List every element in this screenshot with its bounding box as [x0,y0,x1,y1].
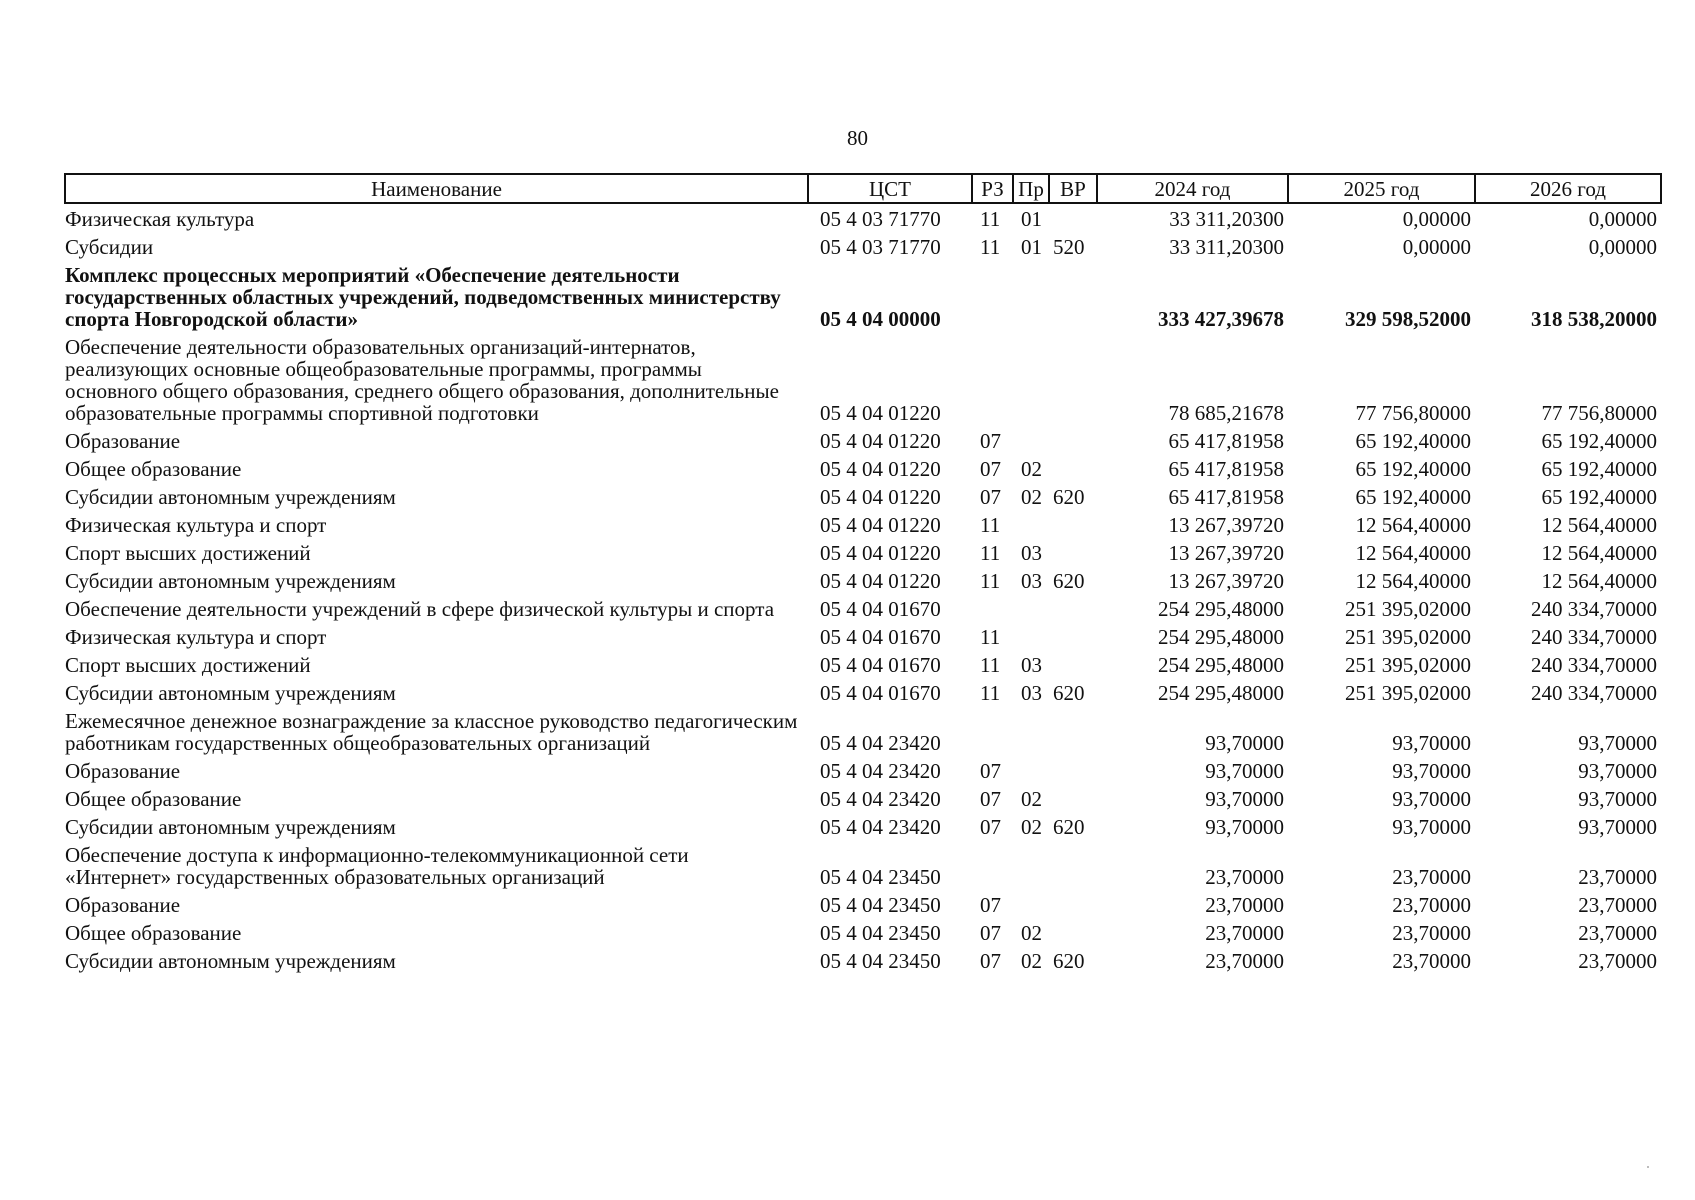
row-tsst: 05 4 04 23420 [820,787,941,811]
row-rz: 11 [980,569,1001,593]
row-name: Обеспечение деятельности учреждений в сфере физической культуры и спорта [65,597,775,621]
row-rz: 07 [980,759,1001,783]
row-2026: 23,70000 [1578,865,1657,889]
row-tsst: 05 4 04 01220 [820,457,941,481]
row-tsst: 05 4 04 23450 [820,949,941,973]
row-tsst: 05 4 04 23420 [820,731,941,755]
row-rz [972,260,1013,332]
row-pr: 02 [1021,485,1042,509]
row-tsst: 05 4 04 23450 [820,865,941,889]
row-2024: 13 267,39720 [1168,513,1284,537]
row-rz: 07 [980,921,1001,945]
row-name: Субсидии автономным учреждениям [65,569,396,593]
row-2025: 77 756,80000 [1355,401,1471,425]
row-pr [1013,706,1049,756]
row-name: Обеспечение деятельности образовательных организаций-интернатов, реализующих основные общеобразовательные программы, программы основного общего образования, среднего общего образования, дополнительные образовательные программы спортивной подготовки [65,335,779,425]
row-rz [972,594,1013,622]
row-2025: 12 564,40000 [1355,569,1471,593]
table-row [65,510,1661,538]
row-name: Обеспечение доступа к информационно-телекоммуникационной сети «Интернет» государственных образовательных организаций [65,843,689,889]
row-2024: 254 295,48000 [1158,597,1284,621]
budget-table [64,173,1662,974]
row-name: Образование [65,429,181,453]
row-vr: 620 [1053,485,1085,509]
table-row [65,538,1661,566]
row-name: Субсидии [65,235,154,259]
row-tsst: 05 4 04 01220 [820,485,941,509]
table-row [65,566,1661,594]
row-2025: 12 564,40000 [1355,541,1471,565]
table-row [65,840,1661,890]
row-name: Общее образование [65,457,242,481]
row-2026: 240 334,70000 [1531,597,1657,621]
row-vr [1049,622,1097,650]
row-2025: 93,70000 [1392,759,1471,783]
table-row [65,918,1661,946]
header-tsst: ЦСТ [808,174,972,203]
row-tsst: 05 4 04 01670 [820,625,941,649]
row-tsst: 05 4 04 01670 [820,653,941,677]
row-rz: 07 [980,787,1001,811]
row-name: Субсидии автономным учреждениям [65,681,396,705]
row-2026: 77 756,80000 [1541,401,1657,425]
row-vr [1049,918,1097,946]
header-rz: РЗ [972,174,1013,203]
table-row [65,784,1661,812]
row-pr [1013,260,1049,332]
row-2024: 254 295,48000 [1158,625,1284,649]
row-2026: 318 538,20000 [1531,307,1657,331]
row-2025: 251 395,02000 [1345,681,1471,705]
row-pr: 03 [1021,541,1042,565]
row-2024: 93,70000 [1205,731,1284,755]
row-vr [1049,454,1097,482]
row-2025: 65 192,40000 [1355,429,1471,453]
row-2025: 23,70000 [1392,865,1471,889]
row-2024: 254 295,48000 [1158,653,1284,677]
table-row [65,890,1661,918]
row-2025: 65 192,40000 [1355,457,1471,481]
row-2024: 333 427,39678 [1158,307,1284,331]
table-row [65,650,1661,678]
row-name: Спорт высших достижений [65,653,311,677]
table-row [65,426,1661,454]
row-vr [1049,203,1097,232]
row-vr [1049,426,1097,454]
row-2025: 329 598,52000 [1345,307,1471,331]
row-2024: 33 311,20300 [1169,207,1284,231]
row-rz: 11 [980,207,1001,231]
row-2024: 65 417,81958 [1168,485,1284,509]
row-vr [1049,510,1097,538]
row-rz: 07 [980,429,1001,453]
row-2024: 13 267,39720 [1168,569,1284,593]
row-pr [1013,594,1049,622]
row-pr: 02 [1021,457,1042,481]
row-name: Общее образование [65,921,242,945]
row-name: Образование [65,893,181,917]
row-2026: 240 334,70000 [1531,681,1657,705]
table-row [65,756,1661,784]
row-rz: 11 [980,513,1001,537]
row-2024: 23,70000 [1205,949,1284,973]
row-2026: 23,70000 [1578,949,1657,973]
row-tsst: 05 4 04 01220 [820,401,941,425]
row-tsst: 05 4 04 01670 [820,597,941,621]
row-tsst: 05 4 04 01670 [820,681,941,705]
row-tsst: 05 4 04 01220 [820,513,941,537]
row-vr [1049,890,1097,918]
row-tsst: 05 4 03 71770 [820,207,941,231]
row-2026: 240 334,70000 [1531,625,1657,649]
row-2025: 12 564,40000 [1355,513,1471,537]
row-vr [1049,840,1097,890]
row-2026: 93,70000 [1578,815,1657,839]
row-2024: 23,70000 [1205,865,1284,889]
row-pr [1013,426,1049,454]
row-2026: 23,70000 [1578,921,1657,945]
table-row [65,706,1661,756]
row-2024: 23,70000 [1205,893,1284,917]
row-pr: 02 [1021,815,1042,839]
row-vr: 620 [1053,815,1085,839]
row-vr [1049,538,1097,566]
row-rz: 07 [980,949,1001,973]
page-number: 80 [847,126,868,150]
row-2025: 0,00000 [1402,207,1471,231]
row-2024: 13 267,39720 [1168,541,1284,565]
row-2025: 0,00000 [1402,235,1471,259]
row-2024: 93,70000 [1205,759,1284,783]
row-tsst: 05 4 04 23420 [820,815,941,839]
row-pr [1013,622,1049,650]
row-pr [1013,756,1049,784]
row-rz [972,706,1013,756]
row-vr [1049,650,1097,678]
header-pr: Пр [1013,174,1049,203]
row-2024: 33 311,20300 [1169,235,1284,259]
row-tsst: 05 4 04 01220 [820,569,941,593]
row-pr [1013,890,1049,918]
row-2024: 65 417,81958 [1168,457,1284,481]
row-pr [1013,510,1049,538]
header-vr: ВР [1049,174,1097,203]
row-tsst: 05 4 03 71770 [820,235,941,259]
row-name: Физическая культура и спорт [65,513,327,537]
row-2026: 65 192,40000 [1541,457,1657,481]
row-vr: 620 [1053,949,1085,973]
row-2024: 65 417,81958 [1168,429,1284,453]
row-name: Спорт высших достижений [65,541,311,565]
row-rz: 11 [980,681,1001,705]
table-row [65,812,1661,840]
row-rz [972,332,1013,426]
row-rz: 11 [980,653,1001,677]
row-2026: 0,00000 [1588,235,1657,259]
row-rz [972,840,1013,890]
row-2025: 93,70000 [1392,731,1471,755]
row-rz: 11 [980,625,1001,649]
table-body [65,203,1661,974]
row-2026: 12 564,40000 [1541,513,1657,537]
row-2025: 23,70000 [1392,949,1471,973]
row-name: Образование [65,759,181,783]
row-tsst: 05 4 04 00000 [820,307,941,331]
row-rz: 07 [980,815,1001,839]
row-pr: 02 [1021,787,1042,811]
row-tsst: 05 4 04 01220 [820,541,941,565]
row-tsst: 05 4 04 23420 [820,759,941,783]
row-vr [1049,332,1097,426]
table-row [65,203,1661,232]
row-pr: 03 [1021,569,1042,593]
scan-speck [1647,1166,1649,1168]
row-vr [1049,706,1097,756]
row-2026: 240 334,70000 [1531,653,1657,677]
row-name: Субсидии автономным учреждениям [65,485,396,509]
row-vr [1049,594,1097,622]
row-2025: 251 395,02000 [1345,625,1471,649]
row-vr [1049,784,1097,812]
table-row [65,482,1661,510]
row-pr [1013,332,1049,426]
row-2026: 12 564,40000 [1541,569,1657,593]
row-2025: 65 192,40000 [1355,485,1471,509]
row-2026: 93,70000 [1578,787,1657,811]
row-rz: 07 [980,485,1001,509]
row-2026: 65 192,40000 [1541,429,1657,453]
row-vr: 620 [1053,569,1085,593]
header-name: Наименование [65,174,808,203]
table-row-section [65,260,1661,332]
row-2025: 93,70000 [1392,815,1471,839]
table-header [65,174,1661,203]
row-tsst: 05 4 04 23450 [820,893,941,917]
table-row [65,454,1661,482]
row-name: Комплекс процессных мероприятий «Обеспечение деятельности государственных областных учреждений, подведомственных министерству спорта Новгородской области» [65,263,781,331]
row-vr [1049,756,1097,784]
row-pr [1013,840,1049,890]
row-rz: 11 [980,541,1001,565]
row-pr: 01 [1021,207,1042,231]
row-2024: 78 685,21678 [1168,401,1284,425]
row-pr: 02 [1021,949,1042,973]
row-rz: 07 [980,893,1001,917]
row-2024: 93,70000 [1205,815,1284,839]
row-2025: 251 395,02000 [1345,597,1471,621]
row-name: Общее образование [65,787,242,811]
row-2026: 23,70000 [1578,893,1657,917]
row-vr: 620 [1053,681,1085,705]
row-name: Субсидии автономным учреждениям [65,949,396,973]
header-2025: 2025 год [1288,174,1475,203]
row-pr: 03 [1021,681,1042,705]
row-rz: 07 [980,457,1001,481]
table-row [65,946,1661,974]
row-2026: 12 564,40000 [1541,541,1657,565]
row-pr: 02 [1021,921,1042,945]
header-2024: 2024 год [1097,174,1288,203]
row-pr: 01 [1021,235,1042,259]
table-row [65,678,1661,706]
row-2026: 65 192,40000 [1541,485,1657,509]
row-vr: 520 [1053,235,1085,259]
row-2026: 93,70000 [1578,759,1657,783]
table-row [65,232,1661,260]
row-2024: 23,70000 [1205,921,1284,945]
table-row [65,622,1661,650]
row-2026: 93,70000 [1578,731,1657,755]
table-row [65,332,1661,426]
row-name: Субсидии автономным учреждениям [65,815,396,839]
row-name: Ежемесячное денежное вознаграждение за классное руководство педагогическим работникам государственных общеобразовательных организаций [65,709,798,755]
row-pr: 03 [1021,653,1042,677]
row-tsst: 05 4 04 01220 [820,429,941,453]
row-2025: 23,70000 [1392,921,1471,945]
row-2025: 93,70000 [1392,787,1471,811]
row-2025: 23,70000 [1392,893,1471,917]
row-2024: 254 295,48000 [1158,681,1284,705]
row-2026: 0,00000 [1588,207,1657,231]
row-rz: 11 [980,235,1001,259]
row-2024: 93,70000 [1205,787,1284,811]
table-row [65,594,1661,622]
row-vr [1049,260,1097,332]
row-name: Физическая культура [65,207,255,231]
row-name: Физическая культура и спорт [65,625,327,649]
row-2025: 251 395,02000 [1345,653,1471,677]
row-tsst: 05 4 04 23450 [820,921,941,945]
header-row [65,174,1661,203]
header-2026: 2026 год [1475,174,1661,203]
